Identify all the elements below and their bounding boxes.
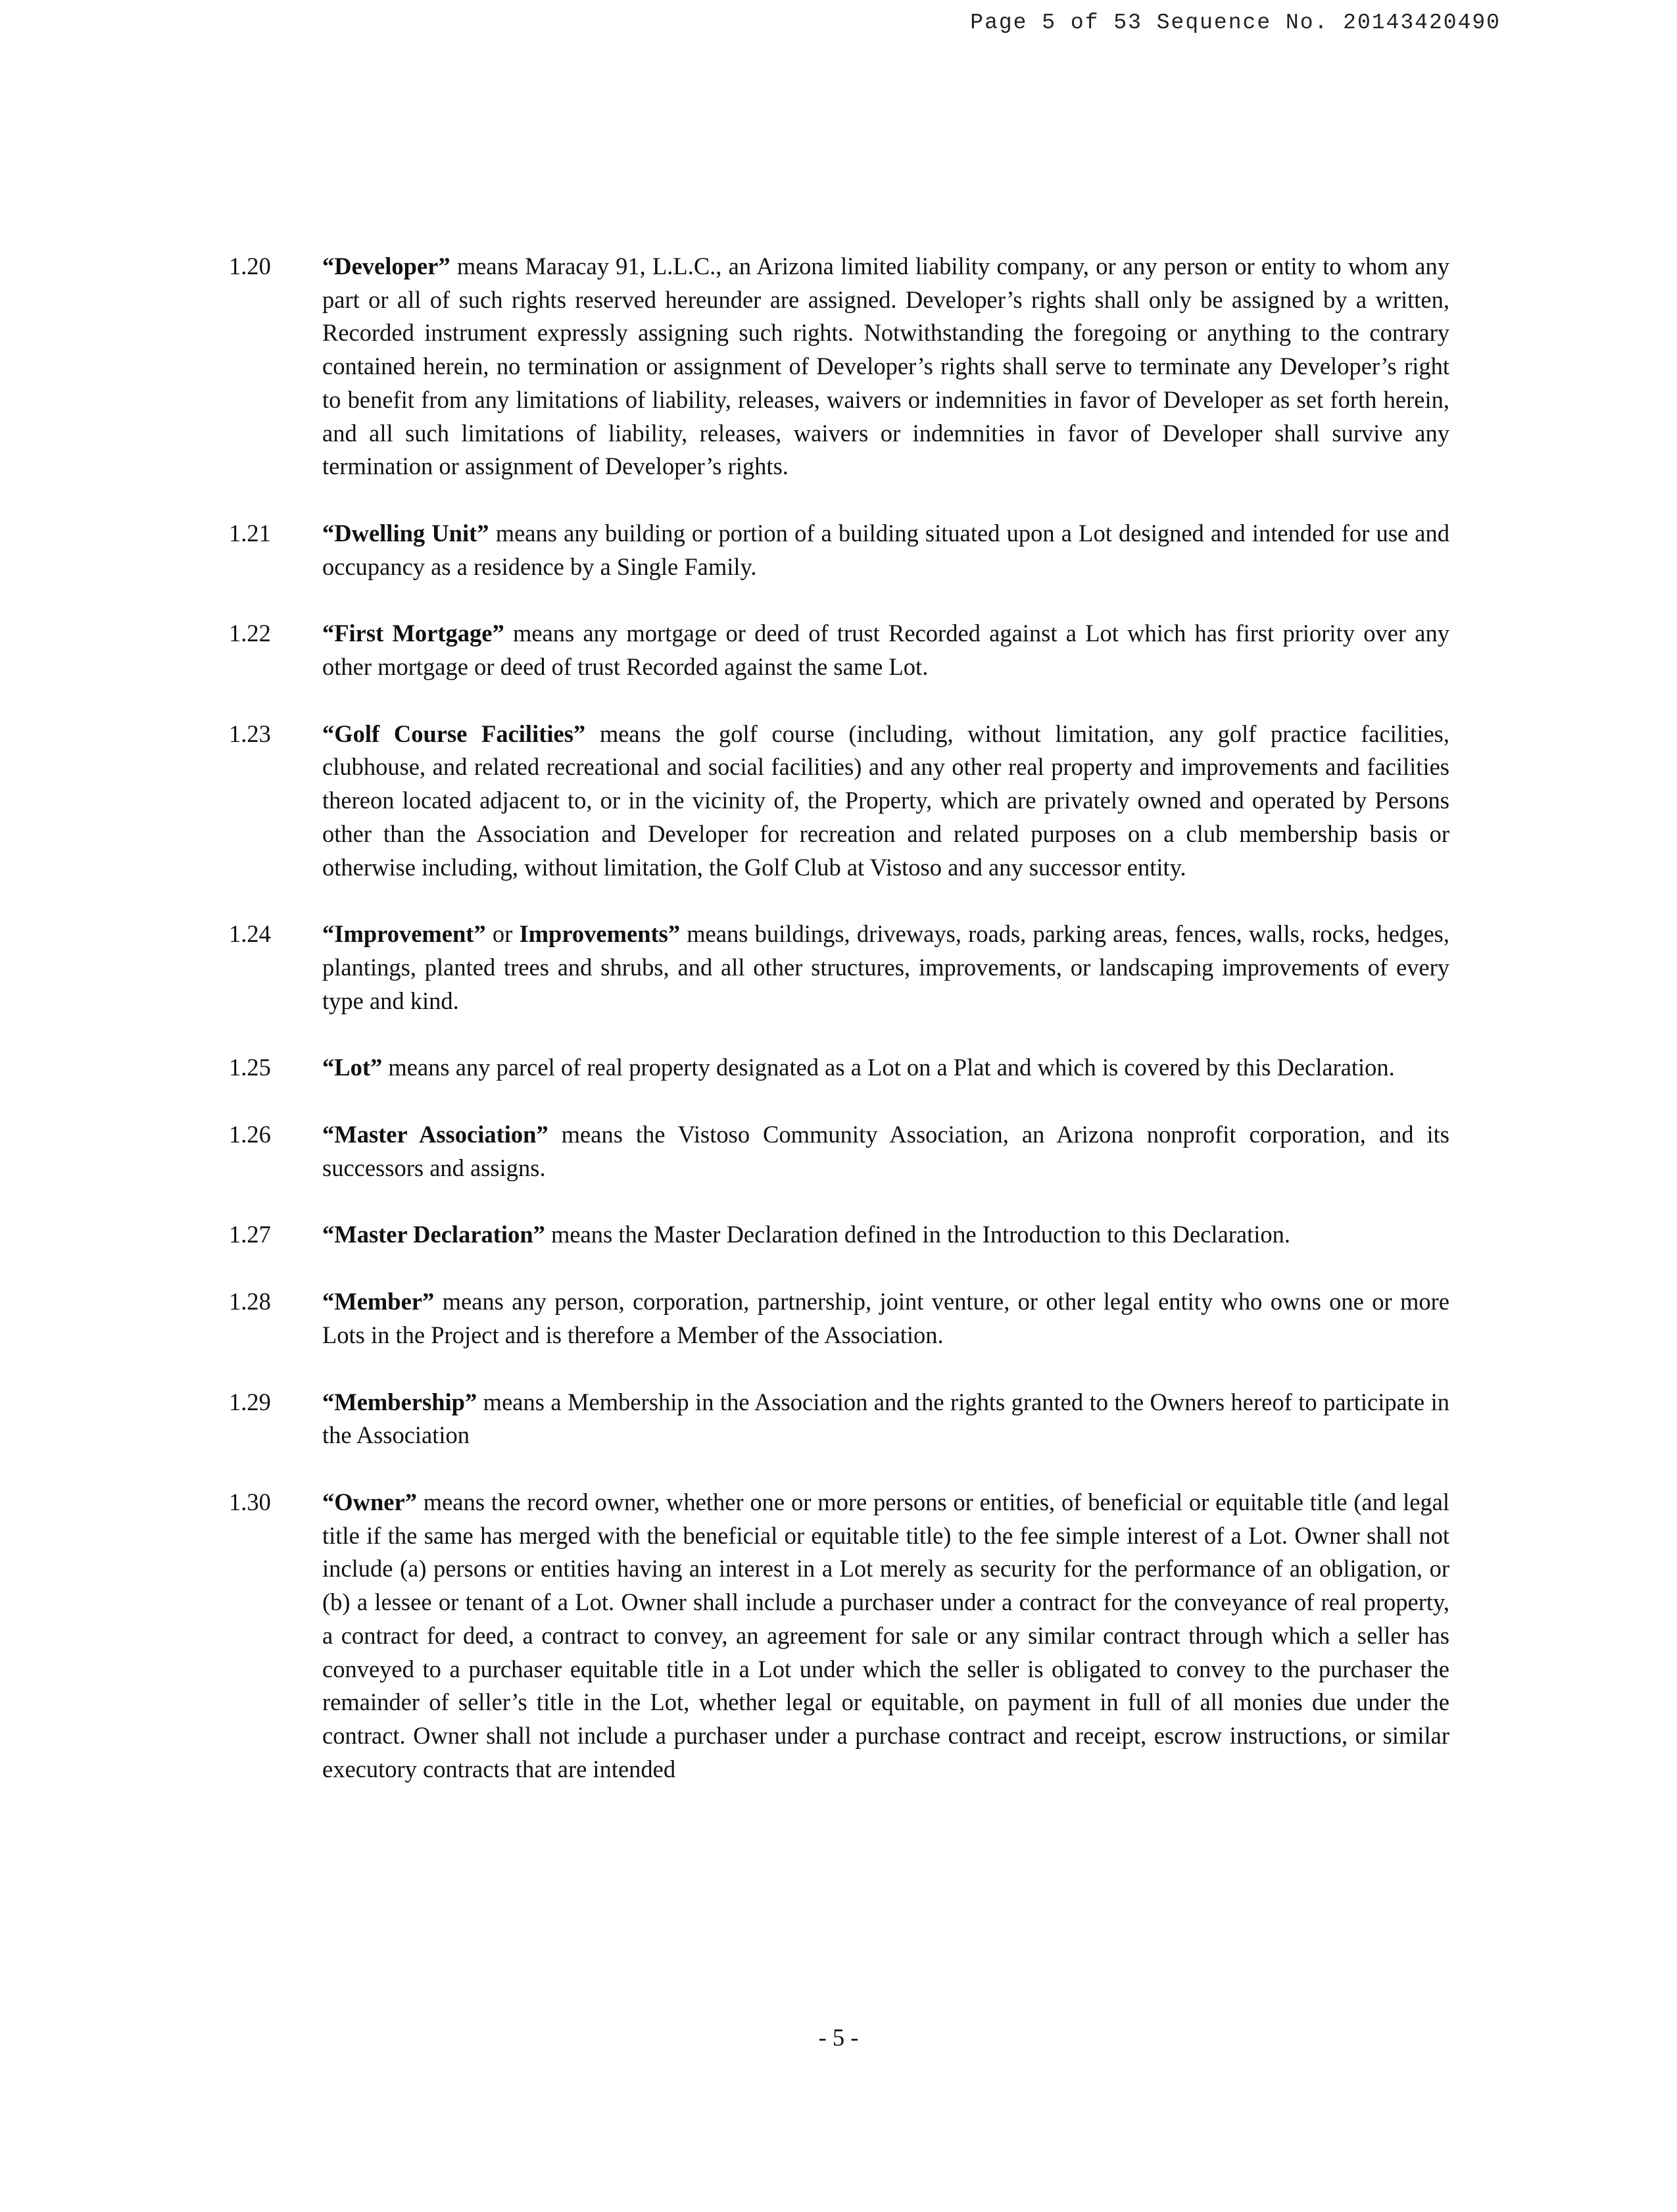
definition-text: means any mortgage or deed of trust Recorded against a Lot which has first priority over any other mortgage or deed of trust Recorded against the same Lot. bbox=[322, 620, 1449, 681]
definition-text: means a Membership in the Association and the rights granted to the Owners hereof to participate in the Association bbox=[322, 1388, 1449, 1449]
term-close-quote: ” bbox=[464, 1388, 477, 1415]
section-text bbox=[322, 1118, 1449, 1185]
defined-term: Developer bbox=[334, 253, 439, 280]
term-open-quote: “ bbox=[322, 720, 335, 747]
section-text bbox=[322, 1285, 1449, 1352]
page-number: - 5 - bbox=[818, 2024, 859, 2051]
section-1-20 bbox=[229, 250, 1452, 483]
defined-term: Membership bbox=[334, 1388, 465, 1415]
page-sequence-text: Page 5 of 53 Sequence No. 20143420490 bbox=[970, 11, 1501, 35]
defined-term: Master Declaration bbox=[334, 1221, 533, 1248]
defined-term: Dwelling Unit bbox=[334, 519, 477, 547]
defined-term-alt: Improvements bbox=[519, 920, 668, 948]
term-close-quote: ” bbox=[438, 253, 450, 280]
section-1-21 bbox=[229, 517, 1452, 583]
term-close-quote: ” bbox=[536, 1121, 548, 1148]
page-footer bbox=[0, 2023, 1677, 2052]
section-text bbox=[322, 250, 1449, 483]
term-close-quote: ” bbox=[422, 1288, 435, 1315]
definition-text: means any person, corporation, partnership, joint venture, or other legal entity who owns one or more Lots in the Project and is therefore a Member of the Association. bbox=[322, 1288, 1449, 1348]
section-1-27 bbox=[229, 1218, 1452, 1252]
section-number: 1.30 bbox=[229, 1488, 271, 1515]
definition-text: means any parcel of real property designated as a Lot on a Plat and which is covered by this Declaration. bbox=[382, 1054, 1395, 1081]
section-1-22 bbox=[229, 617, 1452, 683]
term-connector: or bbox=[485, 920, 520, 948]
section-number: 1.27 bbox=[229, 1221, 271, 1248]
section-number: 1.29 bbox=[229, 1388, 271, 1415]
term-close-quote: ” bbox=[474, 920, 486, 948]
section-text bbox=[322, 617, 1449, 683]
term-open-quote: “ bbox=[322, 1488, 335, 1515]
term-open-quote: “ bbox=[322, 1221, 335, 1248]
section-number: 1.20 bbox=[229, 253, 271, 280]
section-text bbox=[322, 918, 1449, 1018]
section-1-25 bbox=[229, 1051, 1452, 1085]
defined-term: Improvement bbox=[334, 920, 474, 948]
term-close-quote: ” bbox=[492, 620, 504, 647]
section-1-24 bbox=[229, 918, 1452, 1018]
section-1-26 bbox=[229, 1118, 1452, 1185]
definition-text: means buildings, driveways, roads, parking areas, fences, walls, rocks, hedges, plantings, planted trees and shrubs, and all other structures, improvements, or landscaping improvements of every type and kind. bbox=[322, 920, 1449, 1014]
section-text bbox=[322, 1218, 1449, 1252]
term-close-quote: ” bbox=[573, 720, 586, 747]
definition-text: means the record owner, whether one or more persons or entities, of beneficial or equitable title (and legal title if the same has merged with the beneficial or equitable title) to the fee simple interest of a Lot. Owner shall not include (a) persons or entities having an interest in a Lot merely as security for the performance of an obligation, or (b) a lessee or tenant of a Lot. Owner shall include a purchaser under a contract for the conveyance of real property, a contract for deed, a contract to convey, an agreement for sale or any similar contract through which a seller has conveyed to a purchaser equitable title in a Lot under which the seller is obligated to convey to the purchaser the remainder of seller’s title in the Lot, whether legal or equitable, on payment in full of all monies due under the contract. Owner shall not include a purchaser under a purchase contract and receipt, escrow instructions, or similar executory contracts that are intended bbox=[322, 1488, 1449, 1782]
defined-term: Master Association bbox=[334, 1121, 537, 1148]
defined-term: First Mortgage bbox=[334, 620, 493, 647]
defined-term: Lot bbox=[334, 1054, 370, 1081]
section-text bbox=[322, 718, 1449, 885]
section-number: 1.22 bbox=[229, 620, 271, 647]
section-number: 1.23 bbox=[229, 720, 271, 747]
term-close-quote: ” bbox=[477, 519, 489, 547]
term-close-quote-alt: ” bbox=[668, 920, 681, 948]
term-open-quote: “ bbox=[322, 920, 335, 948]
document-body bbox=[229, 250, 1452, 1819]
term-open-quote: “ bbox=[322, 1388, 335, 1415]
section-number: 1.24 bbox=[229, 920, 271, 948]
term-open-quote: “ bbox=[322, 519, 335, 547]
term-open-quote: “ bbox=[322, 1288, 335, 1315]
section-number: 1.26 bbox=[229, 1121, 271, 1148]
section-1-23 bbox=[229, 718, 1452, 885]
section-1-28 bbox=[229, 1285, 1452, 1352]
definition-text: means Maracay 91, L.L.C., an Arizona limited liability company, or any person or entity to whom any part or all of such rights reserved hereunder are assigned. Developer’s rights shall only be assigned by a written, Recorded instrument expressly assigning such rights. Notwithstanding the foregoing or anything to the contrary contained herein, no termination or assignment of Developer’s rights shall serve to terminate any Developer’s right to benefit from any limitations of liability, releases, waivers or indemnities in favor of Developer as set forth herein, and all such limitations of liability, releases, waivers or indemnities in favor of Developer shall survive any termination or assignment of Developer’s rights. bbox=[322, 253, 1449, 480]
term-close-quote: ” bbox=[370, 1054, 383, 1081]
definition-text: means any building or portion of a building situated upon a Lot designed and intended for use and occupancy as a residence by a Single Family. bbox=[322, 519, 1449, 580]
section-text bbox=[322, 1486, 1449, 1786]
section-number: 1.28 bbox=[229, 1288, 271, 1315]
term-close-quote: ” bbox=[404, 1488, 417, 1515]
section-1-30 bbox=[229, 1486, 1452, 1786]
term-open-quote: “ bbox=[322, 620, 335, 647]
section-text bbox=[322, 1051, 1449, 1085]
section-number: 1.25 bbox=[229, 1054, 271, 1081]
section-text bbox=[322, 1386, 1449, 1452]
defined-term: Golf Course Facilities bbox=[334, 720, 573, 747]
section-number: 1.21 bbox=[229, 519, 271, 547]
term-open-quote: “ bbox=[322, 1054, 335, 1081]
term-open-quote: “ bbox=[322, 253, 335, 280]
section-1-29 bbox=[229, 1386, 1452, 1452]
definition-text: means the Vistoso Community Association, an Arizona nonprofit corporation, and its successors and assigns. bbox=[322, 1121, 1449, 1181]
defined-term: Member bbox=[334, 1288, 423, 1315]
definition-text: means the golf course (including, without limitation, any golf practice facilities, clubhouse, and related recreational and social facilities) and any other real property and improvements and facilities thereon located adjacent to, or in the vicinity of, the Property, which are privately owned and operated by Persons other than the Association and Developer for recreation and related purposes on a club membership basis or otherwise including, without limitation, the Golf Club at Vistoso and any successor entity. bbox=[322, 720, 1449, 881]
page-header bbox=[970, 11, 1501, 35]
definition-text: means the Master Declaration defined in the Introduction to this Declaration. bbox=[545, 1221, 1291, 1248]
defined-term: Owner bbox=[334, 1488, 405, 1515]
section-text bbox=[322, 517, 1449, 583]
term-close-quote: ” bbox=[533, 1221, 545, 1248]
term-open-quote: “ bbox=[322, 1121, 335, 1148]
